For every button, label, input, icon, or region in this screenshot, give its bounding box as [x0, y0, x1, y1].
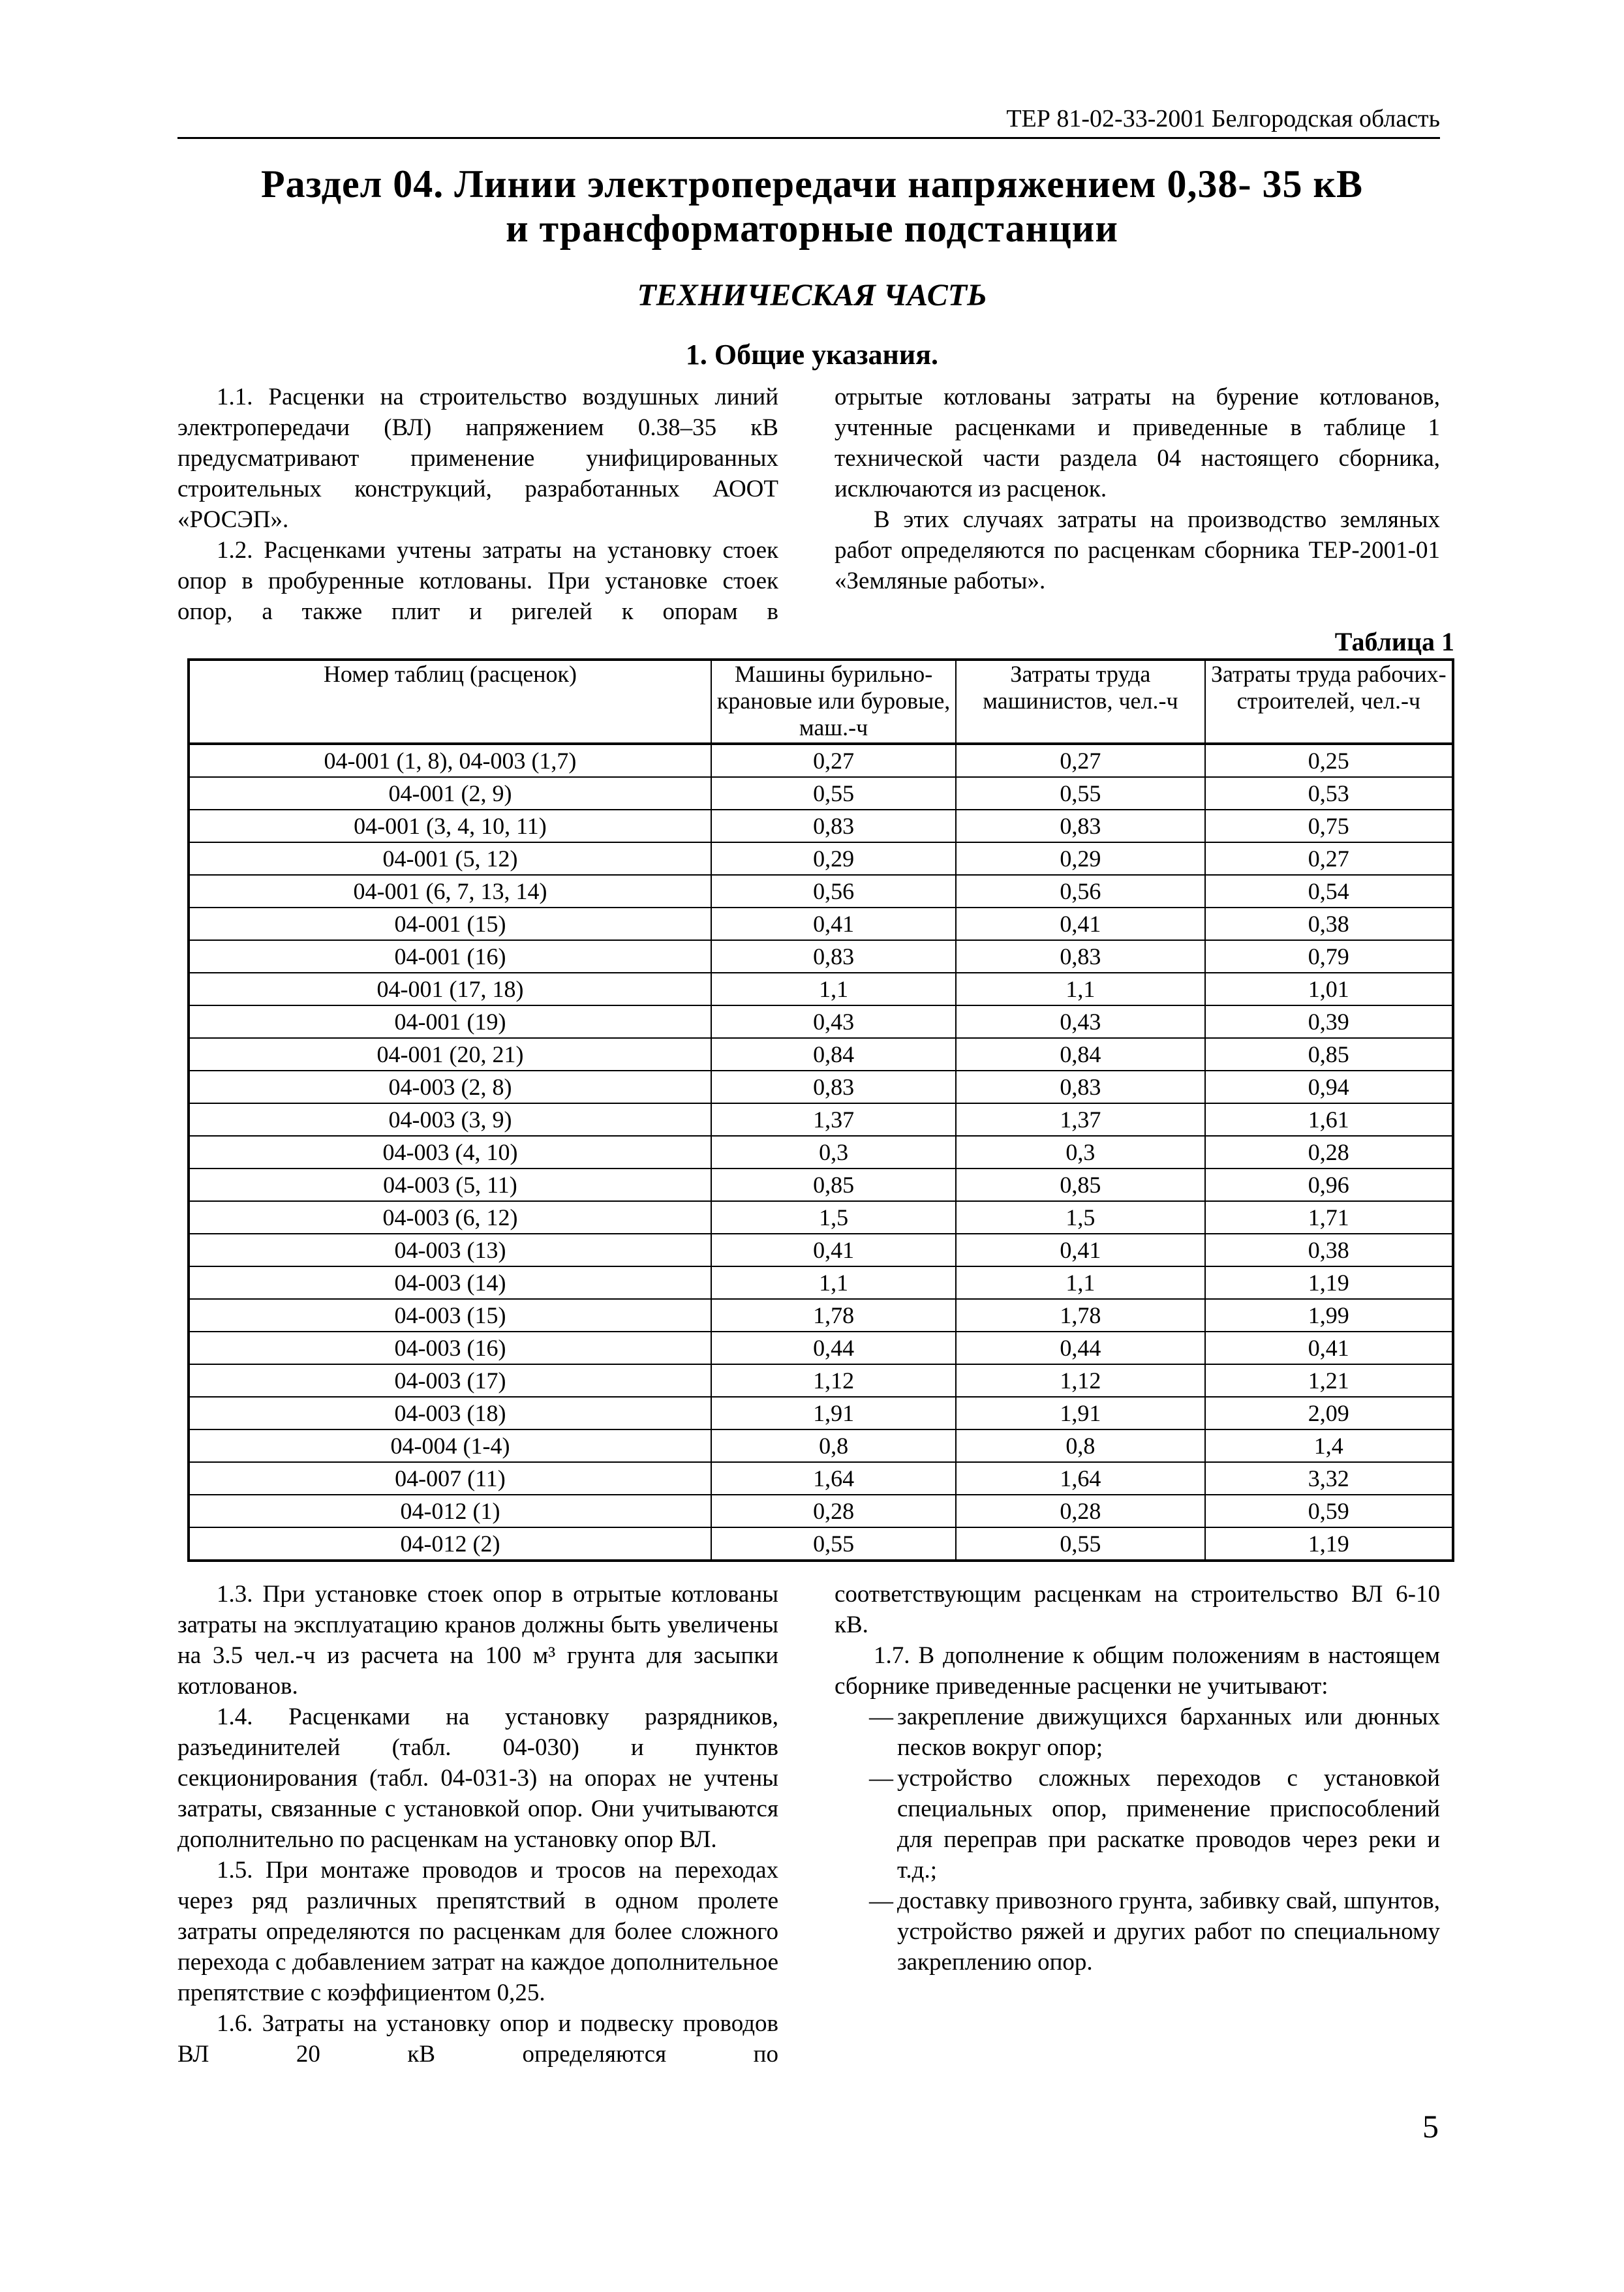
cell-operator-labor: 0,8 [956, 1429, 1204, 1462]
bullet-item: — доставку привозного грунта, забивку свай, шпунтов, устройство ряжей и других работ по специальному закреплению опор. [835, 1886, 1440, 1978]
title-line-1: Раздел 04. Линии электропередачи напряжением 0,38- 35 кВ [260, 162, 1364, 206]
technical-part-heading: ТЕХНИЧЕСКАЯ ЧАСТЬ [637, 278, 987, 313]
cell-drilling-machines: 0,3 [711, 1136, 956, 1169]
cell-table-number: 04-003 (16) [189, 1332, 711, 1364]
cell-table-number: 04-001 (6, 7, 13, 14) [189, 875, 711, 908]
cell-drilling-machines: 0,85 [711, 1169, 956, 1201]
cell-operator-labor: 0,41 [956, 1234, 1204, 1266]
paragraph-1-2: 1.2. Расценками учтены затраты на установку стоек опор в пробуренные котлованы. При установке стоек опор, а также плит и ригелей к опорам в [177, 537, 778, 625]
cell-table-number: 04-012 (2) [189, 1527, 711, 1561]
cell-drilling-machines: 0,41 [711, 1234, 956, 1266]
table-row [189, 1462, 1453, 1495]
paragraph-earthworks: В этих случаях затраты на производство земляных работ определяются по расценкам сборника ТЕР-2001-01 «Земляные работы». [835, 506, 1440, 594]
cell-table-number: 04-001 (5, 12) [189, 842, 711, 875]
cell-drilling-machines: 1,64 [711, 1462, 956, 1495]
bullet-dash: — [869, 1704, 893, 1730]
cell-drilling-machines: 1,12 [711, 1364, 956, 1397]
cell-operator-labor: 1,5 [956, 1201, 1204, 1234]
cell-drilling-machines: 0,55 [711, 1527, 956, 1561]
cell-drilling-machines: 1,1 [711, 973, 956, 1005]
cell-operator-labor: 0,44 [956, 1332, 1204, 1364]
cell-operator-labor: 0,83 [956, 810, 1204, 842]
table-row [189, 1169, 1453, 1201]
paragraph-1-5: 1.5. При монтаже проводов и тросов на переходах через ряд различных препятствий в одном пролете затраты определяются по расценкам для более сложного перехода с добавлением затрат на каждое дополнительное препятствие с коэффициентом 0,25. [177, 1857, 778, 2006]
table-row [189, 777, 1453, 810]
cell-worker-labor: 1,99 [1205, 1299, 1453, 1332]
cell-operator-labor: 0,84 [956, 1038, 1204, 1071]
top-left-column [177, 382, 778, 627]
cell-worker-labor: 0,25 [1205, 744, 1453, 777]
cell-operator-labor: 0,28 [956, 1495, 1204, 1527]
table-row [189, 1397, 1453, 1429]
paragraph-1-6: 1.6. Затраты на установку опор и подвеску проводов ВЛ 20 кВ определяются по [177, 2010, 778, 2068]
cell-operator-labor: 1,12 [956, 1364, 1204, 1397]
cell-worker-labor: 0,79 [1205, 940, 1453, 973]
cell-worker-labor: 0,27 [1205, 842, 1453, 875]
cell-worker-labor: 0,28 [1205, 1136, 1453, 1169]
cell-operator-labor: 0,85 [956, 1169, 1204, 1201]
header-worker-labor: Затраты труда рабочих-строителей, чел.-ч [1205, 660, 1453, 744]
cell-drilling-machines: 0,43 [711, 1005, 956, 1038]
general-instructions-heading: 1. Общие указания. [685, 339, 939, 371]
cell-drilling-machines: 0,28 [711, 1495, 956, 1527]
cell-worker-labor: 1,19 [1205, 1527, 1453, 1561]
cell-operator-labor: 0,27 [956, 744, 1204, 777]
header-table-number: Номер таблиц (расценок) [189, 660, 711, 744]
cell-worker-labor: 1,01 [1205, 973, 1453, 1005]
cell-operator-labor: 0,83 [956, 1071, 1204, 1103]
cell-table-number: 04-001 (2, 9) [189, 777, 711, 810]
cell-worker-labor: 0,39 [1205, 1005, 1453, 1038]
cell-operator-labor: 1,78 [956, 1299, 1204, 1332]
table-row [189, 1266, 1453, 1299]
cell-drilling-machines: 0,27 [711, 744, 956, 777]
cell-table-number: 04-001 (15) [189, 908, 711, 940]
cell-worker-labor: 1,4 [1205, 1429, 1453, 1462]
table-header-row [189, 660, 1453, 744]
table-row [189, 908, 1453, 940]
cell-table-number: 04-001 (20, 21) [189, 1038, 711, 1071]
paragraph-1-4: 1.4. Расценками на установку разрядников, разъединителей (табл. 04-030) и пунктов секционирования (табл. 04-031-3) на опорах не учтены затраты, связанные с установкой опор. Они учитываются дополнительно по расценкам на установку опор ВЛ. [177, 1704, 778, 1853]
table-row [189, 875, 1453, 908]
cell-worker-labor: 2,09 [1205, 1397, 1453, 1429]
paragraph-1-1: 1.1. Расценки на строительство воздушных линий электропередачи (ВЛ) напряжением 0.38–35 кВ предусматривают применение унифицированных строительных конструкций, разработанных АООТ «РОСЭП». [177, 384, 778, 533]
cell-table-number: 04-001 (19) [189, 1005, 711, 1038]
cell-drilling-machines: 1,37 [711, 1103, 956, 1136]
cell-drilling-machines: 0,83 [711, 940, 956, 973]
table-row [189, 1071, 1453, 1103]
table-row [189, 810, 1453, 842]
bottom-left-column [177, 1579, 778, 2070]
cell-operator-labor: 0,41 [956, 908, 1204, 940]
bottom-right-column [835, 1579, 1440, 1978]
paragraph-1-3-text: 1.3. При установке стоек опор в отрытые котлованы затраты на эксплуатацию кранов должны быть увеличены на 3.5 чел.-ч из расчета на 100 м³ грунта для засыпки котлованов. [177, 1581, 778, 1700]
cell-worker-labor: 0,96 [1205, 1169, 1453, 1201]
cell-drilling-machines: 0,56 [711, 875, 956, 908]
table-row [189, 1299, 1453, 1332]
table-row [189, 1527, 1453, 1561]
cell-operator-labor: 0,55 [956, 1527, 1204, 1561]
table-row [189, 1234, 1453, 1266]
cell-worker-labor: 1,21 [1205, 1364, 1453, 1397]
page-number: 5 [1422, 2108, 1439, 2145]
cell-table-number: 04-007 (11) [189, 1462, 711, 1495]
cell-table-number: 04-001 (1, 8), 04-003 (1,7) [189, 744, 711, 777]
cell-drilling-machines: 1,91 [711, 1397, 956, 1429]
cell-drilling-machines: 1,78 [711, 1299, 956, 1332]
cell-drilling-machines: 1,1 [711, 1266, 956, 1299]
cell-worker-labor: 0,53 [1205, 777, 1453, 810]
bullet-item: — закрепление движущихся барханных или дюнных песков вокруг опор; [835, 1702, 1440, 1763]
table-row [189, 940, 1453, 973]
cell-table-number: 04-003 (2, 8) [189, 1071, 711, 1103]
cell-operator-labor: 1,91 [956, 1397, 1204, 1429]
cell-table-number: 04-003 (3, 9) [189, 1103, 711, 1136]
header-operator-labor: Затраты труда машинистов, чел.-ч [956, 660, 1204, 744]
table-row [189, 1038, 1453, 1071]
cell-table-number: 04-003 (17) [189, 1364, 711, 1397]
cell-table-number: 04-001 (16) [189, 940, 711, 973]
cell-table-number: 04-003 (4, 10) [189, 1136, 711, 1169]
bullet-dash: — [869, 1765, 893, 1792]
cell-table-number: 04-001 (3, 4, 10, 11) [189, 810, 711, 842]
table-row [189, 973, 1453, 1005]
cell-table-number: 04-001 (17, 18) [189, 973, 711, 1005]
cell-drilling-machines: 0,55 [711, 777, 956, 810]
cell-worker-labor: 3,32 [1205, 1462, 1453, 1495]
cell-operator-labor: 1,1 [956, 1266, 1204, 1299]
cell-worker-labor: 0,75 [1205, 810, 1453, 842]
cell-worker-labor: 0,85 [1205, 1038, 1453, 1071]
cell-drilling-machines: 0,83 [711, 810, 956, 842]
cell-table-number: 04-003 (13) [189, 1234, 711, 1266]
table-row [189, 1364, 1453, 1397]
paragraph-1-3 [177, 1579, 778, 1702]
cell-operator-labor: 1,64 [956, 1462, 1204, 1495]
cell-table-number: 04-004 (1-4) [189, 1429, 711, 1462]
cell-worker-labor: 0,94 [1205, 1071, 1453, 1103]
table-row [189, 1103, 1453, 1136]
cell-worker-labor: 1,19 [1205, 1266, 1453, 1299]
table-row [189, 1495, 1453, 1527]
cell-worker-labor: 0,38 [1205, 1234, 1453, 1266]
bullet-dash: — [869, 1887, 893, 1914]
paragraph-1-6-continued: соответствующим расценкам на строительство ВЛ 6-10 кВ. [835, 1581, 1440, 1638]
cell-operator-labor: 0,43 [956, 1005, 1204, 1038]
cell-drilling-machines: 0,8 [711, 1429, 956, 1462]
cell-worker-labor: 0,38 [1205, 908, 1453, 940]
table-row [189, 1005, 1453, 1038]
cell-worker-labor: 1,61 [1205, 1103, 1453, 1136]
labor-table [187, 658, 1454, 1562]
header-drilling-machines: Машины бурильно-крановые или буровые, маш.-ч [711, 660, 956, 744]
cell-table-number: 04-003 (15) [189, 1299, 711, 1332]
cell-worker-labor: 1,71 [1205, 1201, 1453, 1234]
cell-operator-labor: 0,83 [956, 940, 1204, 973]
cell-drilling-machines: 0,83 [711, 1071, 956, 1103]
cell-operator-labor: 0,3 [956, 1136, 1204, 1169]
cell-worker-labor: 0,41 [1205, 1332, 1453, 1364]
table-row [189, 1201, 1453, 1234]
table-row [189, 1136, 1453, 1169]
cell-table-number: 04-003 (6, 12) [189, 1201, 711, 1234]
cell-worker-labor: 0,59 [1205, 1495, 1453, 1527]
section-title [130, 162, 1494, 251]
cell-drilling-machines: 0,29 [711, 842, 956, 875]
cell-table-number: 04-003 (18) [189, 1397, 711, 1429]
cell-worker-labor: 0,54 [1205, 875, 1453, 908]
cell-operator-labor: 0,29 [956, 842, 1204, 875]
table-row [189, 744, 1453, 777]
table-body [189, 744, 1453, 1561]
table-row [189, 1332, 1453, 1364]
cell-drilling-machines: 0,41 [711, 908, 956, 940]
cell-table-number: 04-012 (1) [189, 1495, 711, 1527]
cell-drilling-machines: 0,44 [711, 1332, 956, 1364]
cell-operator-labor: 0,56 [956, 875, 1204, 908]
bullet-item: — устройство сложных переходов с установкой специальных опор, применение приспособлений для переправ при раскатке проводов через реки и т.д.; [835, 1763, 1440, 1886]
cell-drilling-machines: 1,5 [711, 1201, 956, 1234]
cell-table-number: 04-003 (14) [189, 1266, 711, 1299]
table-caption: Таблица 1 [1334, 627, 1454, 656]
title-line-2: и трансформаторные подстанции [506, 207, 1118, 250]
table-row [189, 1429, 1453, 1462]
table-row [189, 842, 1453, 875]
cell-operator-labor: 1,37 [956, 1103, 1204, 1136]
cell-table-number: 04-003 (5, 11) [189, 1169, 711, 1201]
running-header: ТЕР 81-02-33-2001 Белгородская область [177, 104, 1440, 139]
paragraph-1-7: 1.7. В дополнение к общим положениям в настоящем сборнике приведенные расценки не учитывают: [835, 1642, 1440, 1700]
cell-operator-labor: 1,1 [956, 973, 1204, 1005]
top-right-column [835, 382, 1440, 596]
paragraph-1-2-continued: отрытые котлованы затраты на бурение котлованов, учтенные расценками и приведенные в таблице 1 технической части раздела 04 настоящего сборника, исключаются из расценок. [835, 384, 1440, 502]
cell-operator-labor: 0,55 [956, 777, 1204, 810]
cell-drilling-machines: 0,84 [711, 1038, 956, 1071]
